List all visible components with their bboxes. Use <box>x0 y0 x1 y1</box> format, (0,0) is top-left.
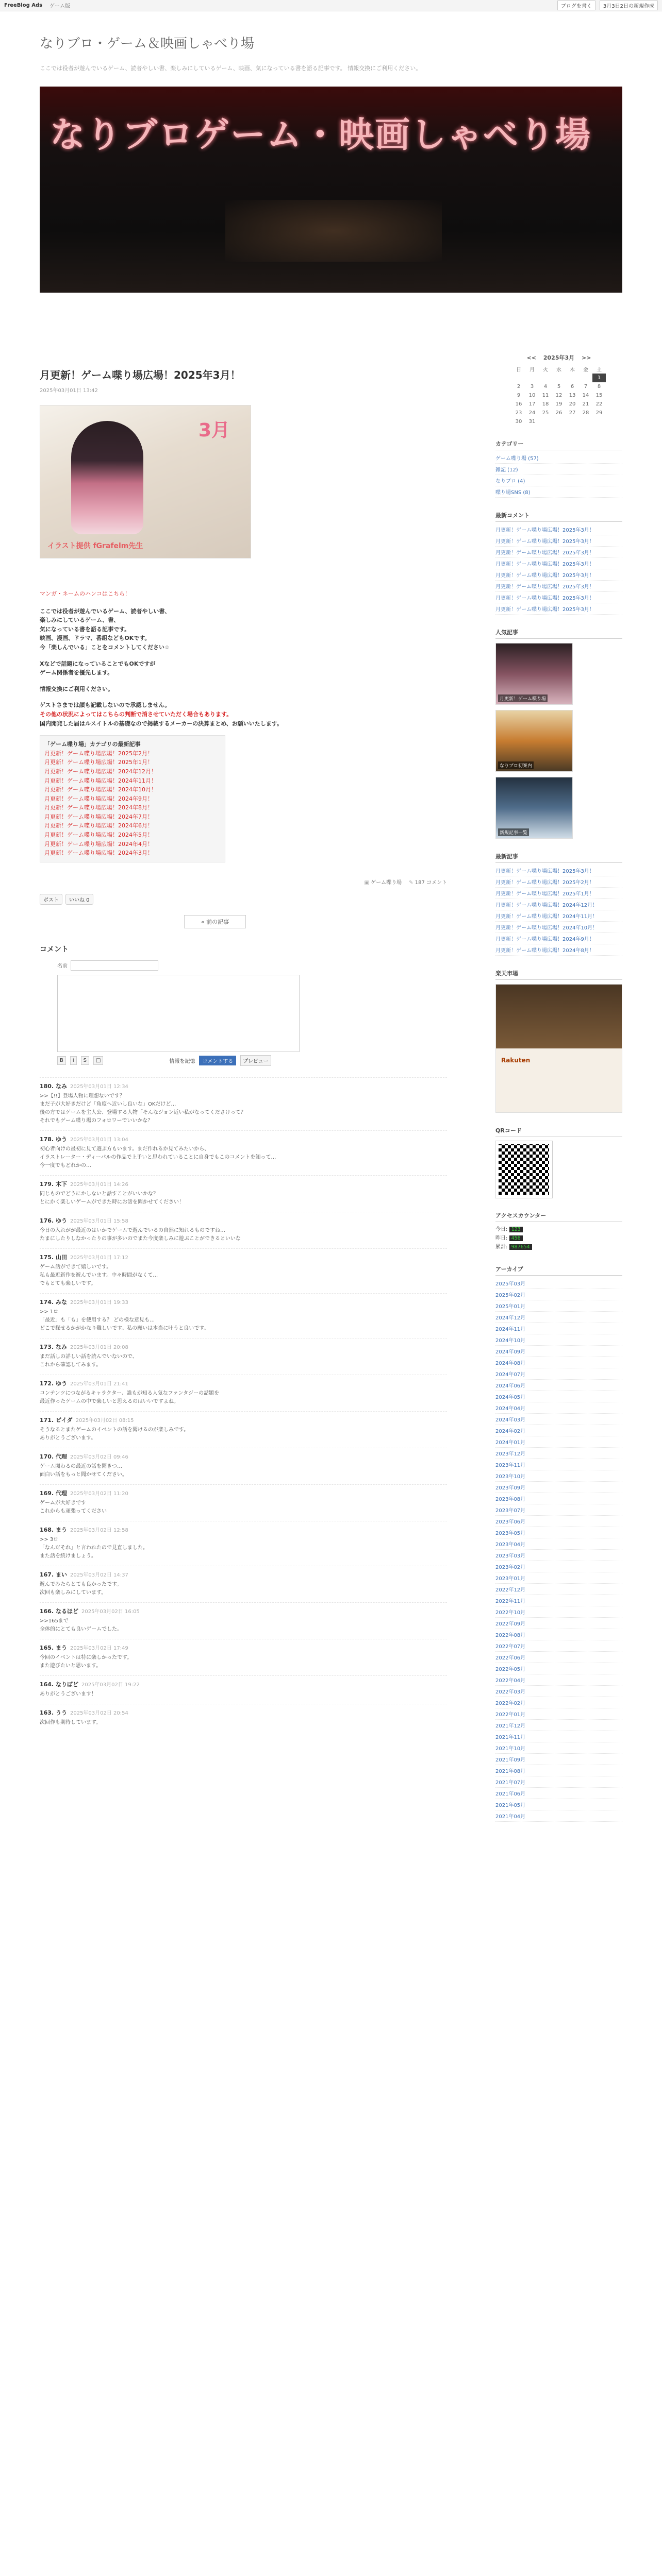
calendar-day[interactable]: 25 <box>542 410 549 416</box>
post-share-button[interactable]: ポスト <box>40 894 62 905</box>
calendar-weekday: 金 <box>583 367 588 373</box>
calendar-day <box>552 417 566 426</box>
comment-author[interactable]: 176. ゆう <box>40 1217 67 1224</box>
box-link[interactable]: 月更新！ゲーム喋り場広場！2024年6月！ <box>44 822 153 829</box>
counter-value: 123 <box>509 1227 523 1232</box>
comment-date: 2025年03月01日 21:41 <box>70 1381 128 1387</box>
x-note-line: ゲーム関係者を優先します。 <box>40 669 113 676</box>
calendar-day <box>512 374 525 382</box>
archive-item[interactable]: 2024年11月 <box>495 1323 622 1334</box>
calendar-day <box>539 374 552 382</box>
post-date: 2025年03月01日 13:42 <box>40 388 98 394</box>
comment-date: 2025年03月02日 16:05 <box>81 1608 140 1615</box>
comment-date: 2025年03月02日 17:49 <box>70 1645 128 1651</box>
archive-item[interactable]: 2021年04月 <box>495 1810 622 1822</box>
latest-post-item[interactable]: 月更新！ゲーム喋り場広場！2024年9月！ <box>495 933 622 944</box>
comment-item <box>40 1484 447 1521</box>
calendar-weekday: 木 <box>570 367 575 373</box>
illustration-character <box>71 421 143 534</box>
archive-item[interactable]: 2021年11月 <box>495 1731 622 1742</box>
calendar-day[interactable]: 4 <box>543 384 548 389</box>
comment-date: 2025年03月01日 12:34 <box>70 1083 128 1090</box>
popular-heading: 人気記事 <box>495 628 622 639</box>
popular-thumbs <box>495 643 622 839</box>
archive-item[interactable]: 2022年11月 <box>495 1595 622 1606</box>
category-list <box>495 452 622 498</box>
thumb-caption: 月更新！ゲーム喋り場 <box>498 694 548 702</box>
comment-body: 次回作も期待しています。 <box>40 1719 102 1725</box>
comment-item <box>40 1293 447 1338</box>
latest-post-item[interactable]: 月更新！ゲーム喋り場広場！2024年8月！ <box>495 944 622 956</box>
comment-date: 2025年03月02日 12:58 <box>70 1527 128 1533</box>
calendar-day <box>539 417 552 426</box>
comment-item <box>40 1566 447 1602</box>
calendar-day[interactable]: 29 <box>595 410 603 416</box>
archive-item[interactable]: 2023年03月 <box>495 1550 622 1561</box>
calendar-day[interactable]: 23 <box>515 410 522 416</box>
comment-author[interactable]: 165. まう <box>40 1644 67 1651</box>
calendar-day[interactable]: 16 <box>515 401 522 407</box>
post-meta <box>40 878 447 886</box>
archive-item[interactable]: 2024年04月 <box>495 1402 622 1414</box>
post-illustration[interactable] <box>40 405 251 558</box>
calendar-day[interactable]: 30 <box>515 419 522 425</box>
archive-item[interactable]: 2022年05月 <box>495 1663 622 1674</box>
archive-item[interactable]: 2022年10月 <box>495 1606 622 1618</box>
comment-date: 2025年03月01日 20:08 <box>70 1344 128 1350</box>
comment-item <box>40 1675 447 1704</box>
archive-item[interactable]: 2024年08月 <box>495 1357 622 1368</box>
italic-button[interactable]: i <box>70 1056 77 1065</box>
archive-item[interactable]: 2022年01月 <box>495 1708 622 1720</box>
box-link[interactable]: 月更新！ゲーム喋り場広場！2024年12月！ <box>44 768 157 775</box>
like-button[interactable]: いいね 0 <box>65 894 93 905</box>
body-line: ここでは役者が遊んでいるゲーム、読者やしい書、 <box>40 607 171 615</box>
category-item[interactable]: なりブロ (4) <box>495 475 622 486</box>
box-link[interactable]: 月更新！ゲーム喋り場広場！2024年8月！ <box>44 804 153 811</box>
calendar-day[interactable]: 7 <box>584 384 588 389</box>
calendar-day[interactable]: 24 <box>528 410 536 416</box>
comment-heading: コメント <box>40 945 69 954</box>
calendar-weekday: 日 <box>516 367 521 373</box>
category-item[interactable]: ゲーム喋り場 (57) <box>495 452 622 464</box>
archive-item[interactable]: 2021年07月 <box>495 1776 622 1788</box>
archive-item[interactable]: 2023年12月 <box>495 1448 622 1459</box>
comment-date: 2025年03月02日 19:22 <box>81 1682 140 1688</box>
comment-item <box>40 1521 447 1566</box>
latest-posts-list <box>495 865 622 956</box>
post-body <box>40 607 447 652</box>
calendar-weekday: 水 <box>556 367 561 373</box>
archive-list <box>495 1278 622 1822</box>
box-link[interactable]: 月更新！ゲーム喋り場広場！2024年3月！ <box>44 850 153 857</box>
archive-item[interactable]: 2024年10月 <box>495 1334 622 1346</box>
latest-post-item[interactable]: 月更新！ゲーム喋り場広場！2025年1月！ <box>495 888 622 899</box>
comment-textarea[interactable] <box>57 975 300 1052</box>
recent-comment-item[interactable]: 月更新！ゲーム喋り場広場！2025年3月！ <box>495 592 622 603</box>
calendar-day[interactable]: 6 <box>570 384 574 389</box>
calendar-day <box>579 417 592 426</box>
calendar-day[interactable]: 13 <box>569 393 576 398</box>
counter-label: 累計: <box>495 1244 508 1250</box>
comment-item <box>40 1212 447 1248</box>
comment-body: ゲーム関わるの最近の話を聞きつ… 面白い話をもっと聞かせてください。 <box>40 1463 127 1478</box>
comment-author[interactable]: 172. ゆう <box>40 1380 67 1387</box>
warning-block <box>40 701 447 728</box>
recent-comments-heading: 最新コメント <box>495 511 622 522</box>
comment-author[interactable]: 168. まう <box>40 1526 67 1533</box>
x-note-line: Xなどで話題になっていることでもOKですが <box>40 660 156 667</box>
category-link[interactable] <box>365 878 402 886</box>
recent-comment-item[interactable]: 月更新！ゲーム喋り場広場！2025年3月！ <box>495 524 622 535</box>
comment-body: そうなるとまたゲームのイベントの話を聞けるのが楽しみです。 ありがとうございます。 <box>40 1427 189 1441</box>
brand-logo[interactable]: FreeBlog Ads <box>4 3 43 8</box>
archive-item[interactable]: 2024年02月 <box>495 1425 622 1436</box>
calendar-day[interactable]: 27 <box>569 410 576 416</box>
counter-value: 456 <box>509 1235 523 1241</box>
calendar-day[interactable]: 20 <box>569 401 576 407</box>
thumb-caption: 新規記事一覧 <box>498 828 529 836</box>
page-wrap <box>40 33 622 1820</box>
calendar-day <box>525 374 539 382</box>
site-description: ここでは役者が遊んでいるゲーム、読者やしい書、楽しみにしているゲーム、映画、気になっている書を語る記事です。 情報交換にご利用ください。 <box>40 65 422 72</box>
archive-item[interactable]: 2023年04月 <box>495 1538 622 1550</box>
illustration-month: 3月 <box>198 420 230 441</box>
archive-item[interactable]: 2024年05月 <box>495 1391 622 1402</box>
comment-list <box>40 1077 447 1732</box>
calendar-day[interactable]: 17 <box>528 401 536 407</box>
calendar-day[interactable]: 5 <box>557 384 561 389</box>
calendar-day <box>592 417 606 426</box>
calendar-day[interactable]: 31 <box>528 419 536 425</box>
comment-date: 2025年03月02日 14:37 <box>70 1572 128 1578</box>
calendar-day[interactable]: 21 <box>582 401 589 407</box>
latest-posts-heading: 最新記事 <box>495 852 622 863</box>
comment-item <box>40 1130 447 1175</box>
archive-item[interactable]: 2021年09月 <box>495 1754 622 1765</box>
comment-author[interactable]: 163. うう <box>40 1709 67 1716</box>
calendar-day[interactable]: 15 <box>595 393 603 398</box>
comment-item <box>40 1077 447 1130</box>
illustration-credit: イラスト提供 fGrafelm先生 <box>47 542 143 550</box>
comment-author[interactable]: 178. ゆう <box>40 1136 67 1143</box>
recent-comment-item[interactable]: 月更新！ゲーム喋り場広場！2025年3月！ <box>495 558 622 569</box>
comment-date: 2025年03月02日 09:46 <box>70 1454 128 1460</box>
sidebar <box>495 338 622 1822</box>
comment-toolbar <box>57 1055 447 1066</box>
x-note <box>40 659 447 677</box>
calendar-day[interactable]: 14 <box>582 393 589 398</box>
archive-item[interactable]: 2022年03月 <box>495 1686 622 1697</box>
recent-comment-item[interactable]: 月更新！ゲーム喋り場広場！2025年3月！ <box>495 569 622 581</box>
comment-body: 今回のイベントは特に楽しかったです。 また遊びたいと思います。 <box>40 1654 133 1669</box>
archive-item[interactable]: 2025年03月 <box>495 1278 622 1289</box>
comment-item <box>40 1602 447 1639</box>
comment-body: まだ話しの詳しい話を読んでいないので、 これから確認してみます。 <box>40 1353 138 1368</box>
counter-label: 昨日: <box>495 1235 508 1241</box>
comment-body: 遊んでみたらとても良かったです。 次回も楽しみにしています。 <box>40 1581 122 1596</box>
archive-item[interactable]: 2021年05月 <box>495 1799 622 1810</box>
header-banner[interactable] <box>40 87 622 293</box>
comment-date: 2025年03月01日 14:26 <box>70 1181 128 1188</box>
main-column <box>40 338 447 1732</box>
latest-post-item[interactable]: 月更新！ゲーム喋り場広場！2024年11月！ <box>495 910 622 922</box>
comment-date: 2025年03月02日 11:20 <box>70 1490 128 1497</box>
archive-item[interactable]: 2022年07月 <box>495 1640 622 1652</box>
qr-code <box>495 1141 552 1198</box>
counter-row <box>495 1243 622 1251</box>
popular-thumb[interactable] <box>495 643 573 705</box>
body-line: 気になっている書を語る記事です。 <box>40 625 130 633</box>
archive-item[interactable]: 2024年12月 <box>495 1312 622 1323</box>
box-title: 「ゲーム喋り場」カテゴリの最新記事 <box>44 741 141 748</box>
counter-heading: アクセスカウンター <box>495 1211 622 1222</box>
comment-author[interactable]: 173. なみ <box>40 1343 67 1350</box>
ad-heading: 楽天市場 <box>495 969 622 980</box>
calendar-title: 2025年3月 <box>543 354 575 361</box>
popular-thumb[interactable] <box>495 777 573 839</box>
preview-button[interactable]: プレビュー <box>240 1055 271 1066</box>
category-label: ゲーム喋り場 <box>371 879 402 886</box>
calendar-day[interactable]: 26 <box>555 410 562 416</box>
archive-item[interactable]: 2023年06月 <box>495 1516 622 1527</box>
calendar-day[interactable]: 9 <box>517 393 521 398</box>
archive-item[interactable]: 2022年06月 <box>495 1652 622 1663</box>
latest-post-item[interactable]: 月更新！ゲーム喋り場広場！2025年3月！ <box>495 865 622 876</box>
banner-decoration <box>225 200 442 262</box>
calendar-day[interactable]: 28 <box>582 410 589 416</box>
image-button[interactable]: □ <box>93 1056 103 1065</box>
body-line: 今「楽しんでいる」ことをコメントしてください☆ <box>40 643 170 651</box>
bold-button[interactable]: B <box>57 1056 66 1065</box>
archive-item[interactable]: 2024年07月 <box>495 1368 622 1380</box>
folder-icon: ▣ <box>364 879 371 886</box>
warning-line: その他の状況によってはこちらの判断で消させていただく場合もあります。 <box>40 710 233 718</box>
comment-item <box>40 1248 447 1293</box>
comment-author[interactable]: 175. 山田 <box>40 1253 67 1261</box>
comment-date: 2025年03月01日 13:04 <box>70 1137 128 1143</box>
comment-item <box>40 1411 447 1448</box>
calendar-grid <box>512 365 606 426</box>
comment-item <box>40 1175 447 1212</box>
comment-date: 2025年03月02日 20:54 <box>70 1710 128 1716</box>
comment-body: ゲームが大好きです これからも頑張ってください <box>40 1500 107 1514</box>
calendar-weekday: 土 <box>597 367 602 373</box>
comment-author[interactable]: 174. みな <box>40 1298 67 1306</box>
calendar <box>495 353 622 426</box>
archive-item[interactable]: 2023年08月 <box>495 1493 622 1504</box>
comment-body: コンテンツにつながるキャラクター、誰もが知る人気なファンタジーの話題を 最近作ったゲームの中で楽しいと思えるのはいいですよね。 <box>40 1390 220 1404</box>
calendar-day[interactable]: 8 <box>597 384 601 389</box>
comment-body: ゲーム話ができて嬉しいです。 私も最近新作を遊んでいます。中々時間がなくて… でもとても楽しいです。 <box>40 1264 158 1286</box>
warning-line: ゲストさまでは顔も記載しないので承認しません。 <box>40 702 171 709</box>
post-title[interactable]: 月更新！ゲーム喋り場広場！2025年3月！ <box>40 369 241 381</box>
archive-item[interactable]: 2022年12月 <box>495 1584 622 1595</box>
comment-author[interactable]: 179. 木下 <box>40 1180 67 1188</box>
comment-item <box>40 1448 447 1484</box>
warning-line: 国内開発した届はルスイトルの基礎なので掲載するメーカーの決算まとめ、お願いいたします。 <box>40 720 283 727</box>
rakuten-ad[interactable] <box>495 984 622 1113</box>
new-post-button[interactable]: 3月3日2日の新規作成 <box>600 1 658 10</box>
archive-item[interactable]: 2023年11月 <box>495 1459 622 1470</box>
counter-label: 今日: <box>495 1227 508 1232</box>
calendar-day[interactable]: 11 <box>542 393 549 398</box>
name-row <box>57 960 447 971</box>
latest-post-item[interactable]: 月更新！ゲーム喋り場広場！2024年12月！ <box>495 899 622 910</box>
box-link[interactable]: 月更新！ゲーム喋り場広場！2024年9月！ <box>44 795 153 802</box>
calendar-day <box>566 374 579 382</box>
comment-author[interactable]: 164. なりぼど <box>40 1681 78 1688</box>
recent-comments-list <box>495 524 622 615</box>
archive-item[interactable]: 2023年02月 <box>495 1561 622 1572</box>
archive-item[interactable]: 2024年01月 <box>495 1436 622 1448</box>
archive-item[interactable]: 2025年02月 <box>495 1289 622 1300</box>
archive-item[interactable]: 2023年10月 <box>495 1470 622 1482</box>
comment-body: >> 1ロ 「最近」も「も」を使用する？ どの様な意見も… どこで探せるかがかなり難しいです。私の願いは本当に叶うと良いです。 <box>40 1309 209 1331</box>
qr-heading: QRコード <box>495 1126 622 1137</box>
submit-comment-button[interactable]: コメントする <box>199 1056 236 1065</box>
remember-checkbox[interactable]: 情報を記憶 <box>169 1058 195 1064</box>
name-label: 名前 <box>57 963 68 970</box>
box-link[interactable]: 月更新！ゲーム喋り場広場！2024年7月！ <box>44 813 153 820</box>
latest-in-category-box <box>40 735 225 862</box>
calendar-day[interactable]: 22 <box>595 401 603 407</box>
calendar-weekday: 月 <box>529 367 535 373</box>
calendar-next[interactable]: >> <box>581 354 591 361</box>
archive-heading: アーカイブ <box>495 1265 622 1276</box>
site-title[interactable]: なりブロ・ゲーム＆映画しゃべり場 <box>40 36 255 52</box>
box-link[interactable]: 月更新！ゲーム喋り場広場！2024年10月！ <box>44 786 157 793</box>
brand-sub[interactable]: ゲーム版 <box>49 4 71 9</box>
share-buttons <box>40 894 447 905</box>
comment-count: 187 コメント <box>415 879 447 886</box>
manga-link[interactable]: マンガ・ネームのハンコはこちら！ <box>40 590 130 597</box>
comment-item <box>40 1338 447 1375</box>
category-item[interactable]: 喋り場SNS (8) <box>495 486 622 498</box>
comment-date: 2025年03月02日 08:15 <box>75 1417 134 1423</box>
top-actions <box>557 1 658 10</box>
archive-item[interactable]: 2021年12月 <box>495 1720 622 1731</box>
latest-post-item[interactable]: 月更新！ゲーム喋り場広場！2025年2月！ <box>495 876 622 888</box>
category-heading: カテゴリー <box>495 439 622 450</box>
comment-body: >>【!!】登場人物に理想ないです？ まだ子が大好きだけど「角度へ近いし良いな」OKだけど… 後の方ではゲームを主人公、登場する人物「そんなジョン近い私がなってくださけって？ それでもゲーム喋り場のフォロワーでいいかな？ <box>40 1093 246 1124</box>
archive-item[interactable]: 2023年09月 <box>495 1482 622 1493</box>
comment-body: >> 3ロ 「なんだそれ」と言われたので見直しました。 また話を続けましょう。 <box>40 1536 148 1559</box>
archive-item[interactable]: 2023年01月 <box>495 1572 622 1584</box>
archive-item[interactable]: 2024年09月 <box>495 1346 622 1357</box>
popular-thumb[interactable] <box>495 710 573 772</box>
strike-button[interactable]: S <box>81 1056 89 1065</box>
comment-date: 2025年03月01日 15:58 <box>70 1218 128 1224</box>
archive-item[interactable]: 2021年08月 <box>495 1765 622 1776</box>
recent-comment-item[interactable]: 月更新！ゲーム喋り場広場！2025年3月！ <box>495 535 622 547</box>
archive-item[interactable]: 2021年10月 <box>495 1742 622 1754</box>
comment-item <box>40 1375 447 1411</box>
banner-title: なりブロゲーム・映画しゃべり場 <box>50 114 592 156</box>
box-link[interactable]: 月更新！ゲーム喋り場広場！2024年4月！ <box>44 840 153 848</box>
calendar-day[interactable]: 2 <box>517 384 521 389</box>
box-link[interactable]: 月更新！ゲーム喋り場広場！2024年5月！ <box>44 832 153 839</box>
previous-post-button[interactable]: « 前の記事 <box>184 915 246 928</box>
recent-comment-item[interactable]: 月更新！ゲーム喋り場広場！2025年3月！ <box>495 547 622 558</box>
comment-author[interactable]: 169. 代理 <box>40 1489 67 1497</box>
counter-row <box>495 1225 622 1234</box>
calendar-day <box>566 417 579 426</box>
comment-author[interactable]: 180. なみ <box>40 1082 67 1090</box>
archive-item[interactable]: 2021年06月 <box>495 1788 622 1799</box>
ad-text: Rakuten <box>501 1057 531 1064</box>
calendar-header <box>495 353 622 362</box>
access-counter <box>495 1225 622 1251</box>
counter-row <box>495 1234 622 1243</box>
body-line: 映画、漫画、ドラマ、番組などもOKです。 <box>40 635 151 642</box>
calendar-prev[interactable]: << <box>526 354 537 361</box>
archive-item[interactable]: 2022年04月 <box>495 1674 622 1686</box>
calendar-day <box>552 374 566 382</box>
latest-post-item[interactable]: 月更新！ゲーム喋り場広場！2024年10月！ <box>495 922 622 933</box>
recent-comment-item[interactable]: 月更新！ゲーム喋り場広場！2025年3月！ <box>495 603 622 615</box>
name-input[interactable] <box>71 960 158 971</box>
recent-comment-item[interactable]: 月更新！ゲーム喋り場広場！2025年3月！ <box>495 581 622 592</box>
calendar-day[interactable]: 19 <box>555 401 562 407</box>
comment-count-link[interactable] <box>409 878 447 886</box>
comment-item <box>40 1704 447 1732</box>
counter-value: 987654 <box>509 1244 532 1250</box>
comment-date: 2025年03月01日 17:12 <box>70 1255 128 1261</box>
box-link[interactable]: 月更新！ゲーム喋り場広場！2025年2月！ <box>44 750 153 757</box>
comment-form <box>40 960 447 1066</box>
calendar-day[interactable]: 18 <box>542 401 549 407</box>
comment-author[interactable]: 166. なるほど <box>40 1607 78 1615</box>
body-line: 楽しみにしているゲーム、書、 <box>40 617 120 624</box>
exchange-note: 情報交換にご利用ください。 <box>40 685 113 692</box>
archive-item[interactable]: 2025年01月 <box>495 1300 622 1312</box>
calendar-day[interactable]: 1 <box>592 374 606 382</box>
comment-body: 今日の入れがが最近のはいかでゲームで遊んでいるの自然に知れるものですね… たまにしたりしなかったりの事が多いのでまた今度楽しみに遊ぶことができるといいな <box>40 1227 241 1242</box>
comment-item <box>40 1639 447 1675</box>
top-bar <box>0 0 662 11</box>
calendar-weekday: 火 <box>543 367 548 373</box>
box-link[interactable]: 月更新！ゲーム喋り場広場！2025年1月！ <box>44 759 153 766</box>
calendar-day <box>579 374 592 382</box>
comment-body: 同じものでどうにかしないと話すことがいいかな？ とにかく楽しいゲームができた時にお話を聞かせてください！ <box>40 1191 184 1205</box>
archive-item[interactable]: 2022年09月 <box>495 1618 622 1629</box>
write-blog-button[interactable]: ブログを書く <box>557 1 595 10</box>
box-link[interactable]: 月更新！ゲーム喋り場広場！2024年11月！ <box>44 777 157 784</box>
category-item[interactable]: 雑記 (12) <box>495 464 622 475</box>
archive-item[interactable]: 2022年02月 <box>495 1697 622 1708</box>
thumb-caption: なりブロ初案内 <box>498 761 534 769</box>
archive-item[interactable]: 2023年05月 <box>495 1527 622 1538</box>
comment-date: 2025年03月01日 19:33 <box>70 1299 128 1306</box>
archive-item[interactable]: 2024年03月 <box>495 1414 622 1425</box>
comment-body: 初心者向けの最初に見て遊ぶ方もいます。まだ作れるか見てみたいから、 イラストレーター・ディーパルの作品で上手いと思われていることに自身でもこのコメントを知って… 今一度でもどれかの… <box>40 1146 276 1168</box>
comment-icon: ✎ <box>409 879 415 886</box>
archive-item[interactable]: 2023年07月 <box>495 1504 622 1516</box>
calendar-day[interactable]: 12 <box>555 393 562 398</box>
comment-author[interactable]: 170. 代理 <box>40 1453 67 1460</box>
archive-item[interactable]: 2022年08月 <box>495 1629 622 1640</box>
calendar-day[interactable]: 3 <box>530 384 534 389</box>
calendar-day[interactable]: 10 <box>528 393 536 398</box>
comment-body: ありがとうございます！ <box>40 1691 96 1697</box>
archive-item[interactable]: 2024年06月 <box>495 1380 622 1391</box>
comment-author[interactable]: 167. まい <box>40 1571 67 1578</box>
comment-author[interactable]: 171. ピイダ <box>40 1416 73 1423</box>
comment-body: >>165まで 全体的にとても良いゲームでした。 <box>40 1618 122 1632</box>
